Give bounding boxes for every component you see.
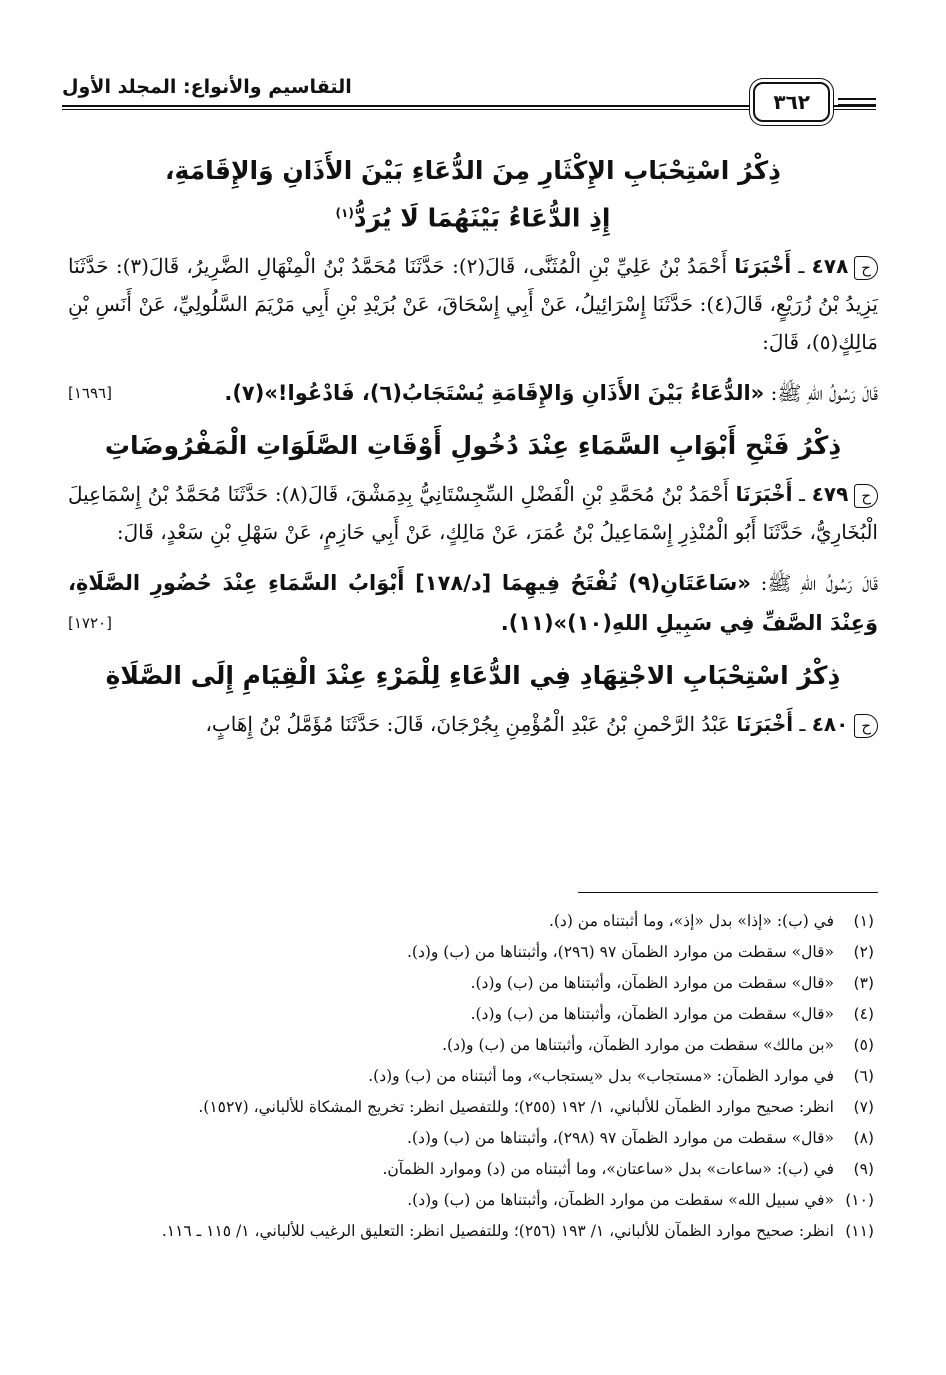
- hadith-isnad-text: عَبْدُ الرَّحْمنِ بْنُ عَبْدِ الْمُؤْمِنِ بِجُرْجَانَ، قَالَ: حَدَّثَنَا مُؤَمَّلُ بْنُ إِهَابٍ،: [205, 712, 730, 737]
- footnote-number: (٩): [853, 1160, 874, 1178]
- chapter-heading: [68, 150, 878, 239]
- matn-text: «سَاعَتَانِ(٩) تُفْتَحُ فِيهِمَا [د/١٧٨] أَبْوَابُ السَّمَاءِ عِنْدَ حُضُورِ الصَّلَاةِ، وَعِنْدَ الصَّفِّ فِي سَبِيلِ اللهِ(١٠)»(١١).: [68, 571, 878, 636]
- hadith-lead: أَخْبَرَنَا: [734, 254, 792, 279]
- footnote: [72, 1154, 874, 1185]
- heading-line: ذِكْرُ اسْتِحْبَابِ الاجْتِهَادِ فِي الدُّعَاءِ لِلْمَرْءِ عِنْدَ الْقِيَامِ إِلَى الصَّلَاةِ: [105, 661, 841, 691]
- footnote-text: «قال» سقطت من موارد الظمآن ٩٧ (٢٩٨)، وأثبتناها من (ب) و(د).: [406, 1129, 834, 1147]
- heading-line-with-note: [68, 192, 878, 239]
- footnote: [72, 1092, 874, 1123]
- chapter-heading: [68, 655, 878, 697]
- footnote-text: في (ب): «ساعات» بدل «ساعتان»، وما أثبتناه من (د) وموارد الظمآن.: [382, 1160, 834, 1178]
- hadith-matn: [68, 373, 878, 413]
- footnote-number: (٤): [853, 1005, 874, 1023]
- footnote-text: انظر: صحيح موارد الظمآن للألباني، ١/ ١٩٢ (٢٥٥)؛ وللتفصيل انظر: تخريج المشكاة للألباني، (١٥٢٧).: [198, 1098, 834, 1116]
- footnote-number: (١١): [845, 1222, 874, 1240]
- footnote: [72, 1185, 874, 1216]
- hadith-isnad: ح٤٧٩ ـ أَخْبَرَنَا أَحْمَدُ بْنُ مُحَمَّدِ بْنِ الْفَضْلِ السِّجِسْتَانِيُّ بِدِمَشْقَ، قَالَ(٨): حَدَّثَنَا مُحَمَّدُ بْنُ إِسْمَاعِيلَ الْبُخَارِيُّ، حَدَّثَنَا أَبُو الْمُنْذِرِ إِسْمَاعِيلُ بْنُ عُمَرَ، عَنْ مَالِكٍ، عَنْ أَبِي حَازِمٍ، عَنْ سَهْلِ بْنِ سَعْدٍ، قَالَ:: [68, 482, 878, 545]
- footnote-number: (١): [853, 912, 874, 930]
- footnote-number: (١٠): [845, 1191, 874, 1209]
- footnote-separator: [578, 892, 878, 893]
- hadith-marker-icon: ح: [854, 256, 878, 280]
- footnote-number: (٦): [853, 1067, 874, 1085]
- chapter-heading: [68, 425, 878, 467]
- footnote-number: (٢): [853, 943, 874, 961]
- hadith-isnad-text: أَحْمَدُ بْنُ مُحَمَّدِ بْنِ الْفَضْلِ السِّجِسْتَانِيُّ بِدِمَشْقَ، قَالَ(٨): حَدَّثَنَا مُحَمَّدُ بْنُ إِسْمَاعِيلَ الْبُخَارِيُّ، حَدَّثَنَا أَبُو الْمُنْذِرِ إِسْمَاعِيلُ بْنُ عُمَرَ، عَنْ مَالِكٍ، عَنْ أَبِي حَازِمٍ، عَنْ سَهْلِ بْنِ سَعْدٍ، قَالَ:: [68, 482, 878, 545]
- footnote-number: (٣): [853, 974, 874, 992]
- matn-intro: قَالَ رَسُولُ اللهِ ﷺ:: [770, 381, 878, 406]
- footnote-text: انظر: صحيح موارد الظمآن للألباني، ١/ ١٩٣ (٢٥٦)؛ وللتفصيل انظر: التعليق الرغيب للألباني، ١/ ١١٥ ـ ١١٦.: [161, 1222, 834, 1240]
- hadith-isnad: ح٤٨٠ ـ أَخْبَرَنَا عَبْدُ الرَّحْمنِ بْنُ عَبْدِ الْمُؤْمِنِ بِجُرْجَانَ، قَالَ: حَدَّثَنَا مُؤَمَّلُ بْنُ إِهَابٍ،: [68, 705, 878, 743]
- footnote: [72, 999, 874, 1030]
- hadith-lead: أَخْبَرَنَا: [736, 712, 794, 737]
- footnote-text: «بن مالك» سقطت من موارد الظمآن، وأثبتناها من (ب) و(د).: [442, 1036, 834, 1054]
- heading-line: إِذِ الدُّعَاءُ بَيْنَهُمَا لَا يُرَدُّ: [353, 203, 611, 233]
- footnote: [72, 1216, 874, 1247]
- footnote-number: (٥): [853, 1036, 874, 1054]
- hadith-matn: [68, 563, 878, 643]
- footnote-text: في (ب): «إذا» بدل «إذ»، وما أثبتناه من (د).: [548, 912, 834, 930]
- hadith-lead: أَخْبَرَنَا: [735, 482, 793, 507]
- footnote: [72, 1123, 874, 1154]
- footnote: [72, 1061, 874, 1092]
- matn-text: «الدُّعَاءُ بَيْنَ الأَذَانِ وَالإِقَامَةِ يُسْتَجَابُ(٦)، فَادْعُوا!»(٧).: [224, 381, 765, 406]
- hadith-marker-icon: ح: [854, 484, 878, 508]
- footnote-text: «في سبيل الله» سقطت من موارد الظمآن، وأثبتناها من (ب) و(د).: [407, 1191, 834, 1209]
- footnote: [72, 937, 874, 968]
- page-header: [62, 68, 876, 120]
- heading-line: ذِكْرُ اسْتِحْبَابِ الإِكْثَارِ مِنَ الدُّعَاءِ بَيْنَ الأَذَانِ وَالإِقَامَةِ،: [165, 156, 781, 185]
- footnote: [72, 1030, 874, 1061]
- heading-line: ذِكْرُ فَتْحِ أَبْوَابِ السَّمَاءِ عِنْدَ دُخُولِ أَوْقَاتِ الصَّلَوَاتِ الْمَفْرُوضَاتِ: [104, 431, 842, 461]
- hadith-number: ٤٨٠: [811, 712, 849, 737]
- matn-intro: قَالَ رَسُولُ اللهِ ﷺ:: [760, 571, 879, 596]
- footnote: [72, 968, 874, 999]
- hadith-reference: [١٧٢٠]: [68, 614, 112, 633]
- footnote-ref: (١): [335, 206, 354, 220]
- hadith-marker-icon: ح: [854, 714, 878, 738]
- main-text: [68, 150, 878, 755]
- footnote-text: «قال» سقطت من موارد الظمآن، وأثبتناها من (ب) و(د).: [470, 1005, 834, 1023]
- running-title: التقاسيم والأنواع: المجلد الأول: [62, 76, 362, 98]
- footnote-text: «قال» سقطت من موارد الظمآن، وأثبتناها من (ب) و(د).: [470, 974, 834, 992]
- page-number: ٣٦٢: [753, 82, 830, 122]
- footnote-text: في موارد الظمآن: «مستجاب» بدل «يستجاب»، وما أثبتناه من (ب) و(د).: [368, 1067, 834, 1085]
- footnote-text: «قال» سقطت من موارد الظمآن ٩٧ (٢٩٦)، وأثبتناها من (ب) و(د).: [406, 943, 834, 961]
- footnote-number: (٧): [853, 1098, 874, 1116]
- hadith-reference: [١٦٩٦]: [68, 384, 112, 403]
- footnotes: [72, 906, 874, 1247]
- hadith-number: ٤٧٩: [811, 482, 849, 507]
- hadith-number: ٤٧٨: [811, 254, 849, 279]
- footnote: [72, 906, 874, 937]
- hadith-isnad: ح٤٧٨ ـ أَخْبَرَنَا أَحْمَدُ بْنُ عَلِيِّ بْنِ الْمُثَنَّى، قَالَ(٢): حَدَّثَنَا مُحَمَّدُ بْنُ الْمِنْهَالِ الضَّرِيرُ، قَالَ(٣): حَدَّثَنَا يَزِيدُ بْنُ زُرَيْعٍ، قَالَ(٤): حَدَّثَنَا إِسْرَائِيلُ، عَنْ أَبِي إِسْحَاقَ، عَنْ بُرَيْدِ بْنِ أَبِي مَرْيَمَ السَّلُولِيِّ، عَنْ أَنَسِ بْنِ مَالِكٍ(٥)، قَالَ:: [68, 254, 879, 355]
- footnote-number: (٨): [853, 1129, 874, 1147]
- header-ornament: [838, 104, 876, 106]
- hadith-isnad-text: أَحْمَدُ بْنُ عَلِيِّ بْنِ الْمُثَنَّى، قَالَ(٢): حَدَّثَنَا مُحَمَّدُ بْنُ الْمِنْهَالِ الضَّرِيرُ، قَالَ(٣): حَدَّثَنَا يَزِيدُ بْنُ زُرَيْعٍ، قَالَ(٤): حَدَّثَنَا إِسْرَائِيلُ، عَنْ أَبِي إِسْحَاقَ، عَنْ بُرَيْدِ بْنِ أَبِي مَرْيَمَ السَّلُولِيِّ، عَنْ أَنَسِ بْنِ مَالِكٍ(٥)، قَالَ:: [68, 254, 879, 355]
- header-ornament: [838, 98, 876, 100]
